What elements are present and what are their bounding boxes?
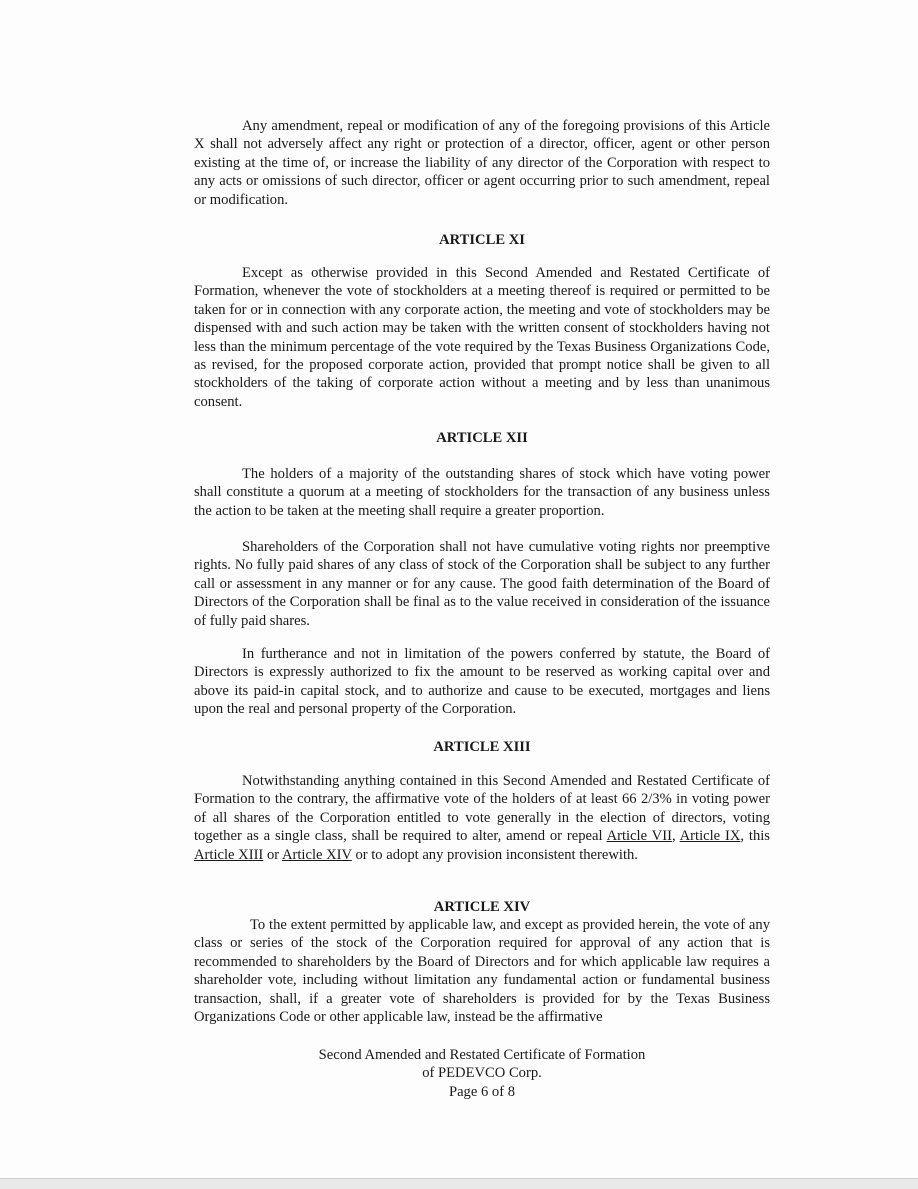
paragraph-article-xiv: To the extent permitted by applicable law, and except as provided herein, the vote of any class or series of the stock of the Corporation required for approval of any action that is recommended to shareholders by the Board of Directors and for which applicable law requires a shareholder vote, including without limitation any fundamental action or fundamental business transaction, shall, if a greater vote of shareholders is provided for by the Texas Business Organizations Code or other applicable law, instead be the affirmative: [194, 917, 770, 1026]
article-xiii-reference: Article XIII: [194, 846, 264, 863]
page-footer: [194, 1046, 770, 1101]
paragraph-article-xiii-text-end: or to adopt any provision inconsistent therewith.: [351, 846, 638, 863]
paragraph-article-xiii-text-start: Notwithstanding anything contained in this Second Amended and Restated Certificate of Formation to the contrary, the affirmative vote of the holders of at least 66 2/3% in voting power of all shares of the Corporation entitled to vote generally in the election of directors, voting together as a single class, shall be required to alter, amend or repeal: [194, 773, 770, 845]
heading-article-xiii: ARTICLE XIII: [433, 739, 531, 755]
article-xiv-reference: Article XIV: [281, 846, 352, 863]
paragraph-article-xi: Except as otherwise provided in this Second Amended and Restated Certificate of Formation, whenever the vote of stockholders at a meeting thereof is required or permitted to be taken for or in connection with any corporate action, the meeting and vote of stockholders may be dispensed with and such action may be taken with the written consent of stockholders having not less than the minimum percentage of the vote required by the Texas Business Organizations Code, as revised, for the proposed corporate action, provided that prompt notice shall be given to all stockholders of the taking of corporate action without a meeting and by less than unanimous consent.: [194, 265, 770, 410]
footer-document-title: Second Amended and Restated Certificate of Formation: [318, 1047, 646, 1063]
article-vii-reference: Article VII: [606, 828, 672, 845]
heading-article-xii: ARTICLE XII: [436, 430, 528, 446]
footer-page-number: Page 6 of 8: [448, 1083, 516, 1100]
paragraph-article-xii-quorum: The holders of a majority of the outstanding shares of stock which have voting power shall constitute a quorum at a meeting of stockholders for the transaction of any business unless the action to be taken at the meeting shall require a greater proportion.: [194, 466, 770, 519]
article-ix-reference: Article IX: [679, 828, 741, 845]
separator-1: ,: [671, 828, 680, 845]
paragraph-article-xii-voting-rights: Shareholders of the Corporation shall not have cumulative voting rights nor preemptive rights. No fully paid shares of any class of stock of the Corporation shall be subject to any further call or assessment in any manner or for any cause. The good faith determination of the Board of Directors of the Corporation shall be final as to the value received in consideration of the issuance of fully paid shares.: [194, 539, 770, 629]
separator-3: or: [263, 846, 282, 863]
separator-2: , this: [740, 828, 770, 845]
footer-company-name: of PEDEVCO Corp.: [422, 1065, 542, 1082]
heading-article-xiv: ARTICLE XIV: [433, 899, 531, 915]
paragraph-article-xii-working-capital: In furtherance and not in limitation of the powers conferred by statute, the Board of Directors is expressly authorized to fix the amount to be reserved as working capital over and above its paid-in capital stock, and to authorize and cause to be executed, mortgages and liens upon the real and personal property of the Corporation.: [194, 646, 770, 718]
paragraph-article-x-amendment: Any amendment, repeal or modification of any of the foregoing provisions of this Article X shall not adversely affect any right or protection of a director, officer, agent or other person existing at the time of, or increase the liability of any director of the Corporation with respect to any acts or omissions of such director, officer or agent occurring prior to such amendment, repeal or modification.: [194, 118, 770, 208]
scan-bottom-edge: [0, 1178, 918, 1189]
heading-article-xi: ARTICLE XI: [439, 232, 525, 248]
paragraph-article-xiii: [194, 772, 770, 864]
